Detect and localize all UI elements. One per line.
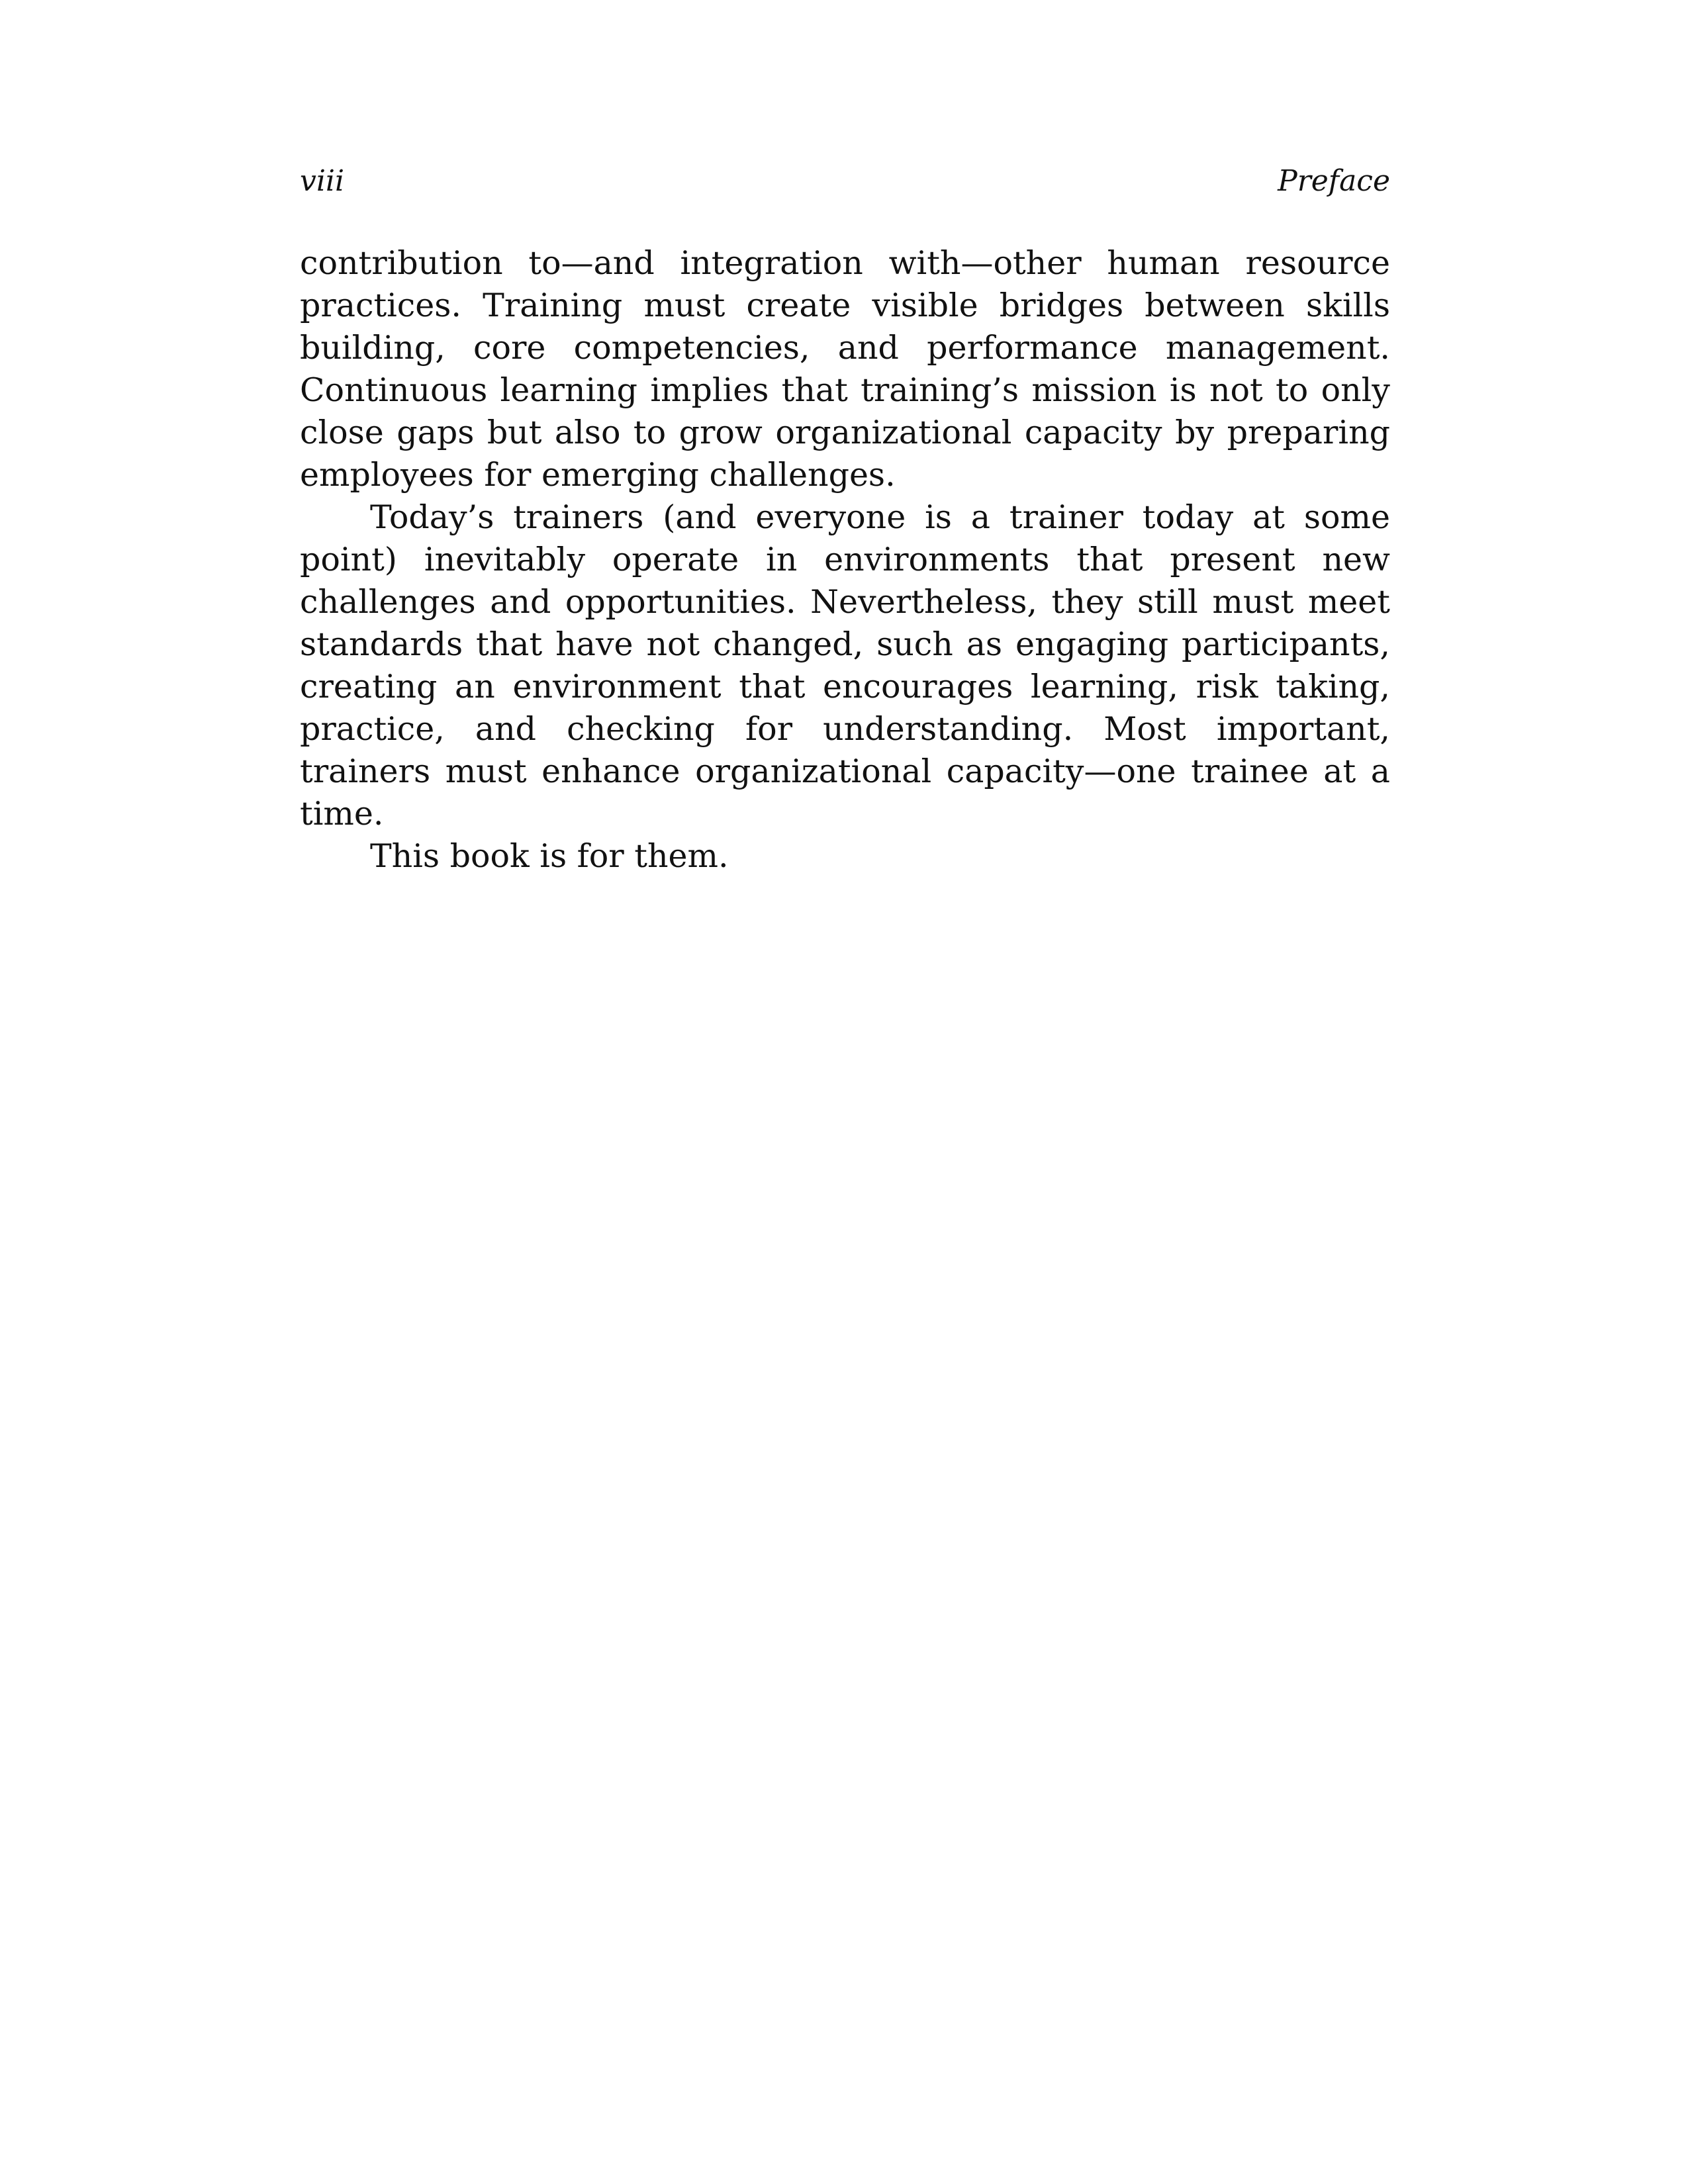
paragraph-closing: This book is for them. <box>370 837 729 875</box>
page-number: viii <box>300 164 345 198</box>
paragraph-continuation: contribution to—and integration with—other human resource practices. Training must create visible bridges between skills building, core competencies, and performance management. Continuous learning implies that training’s mission is not to only close gaps but also to grow organizational capacity by preparing employees for emerging challenges. <box>300 244 1390 494</box>
body-text <box>300 242 1390 878</box>
paragraph-trainers: Today’s trainers (and everyone is a trainer today at some point) inevitably operate in environments that present new challenges and opportunities. Nevertheless, they still must meet standards that have not changed, such as engaging participants, creating an environment that encourages learning, risk taking, practice, and checking for understanding. Most important, trainers must enhance organizational capacity—one trainee at a time. <box>300 498 1390 833</box>
running-header <box>300 161 1390 201</box>
section-title: Preface <box>1278 164 1390 198</box>
